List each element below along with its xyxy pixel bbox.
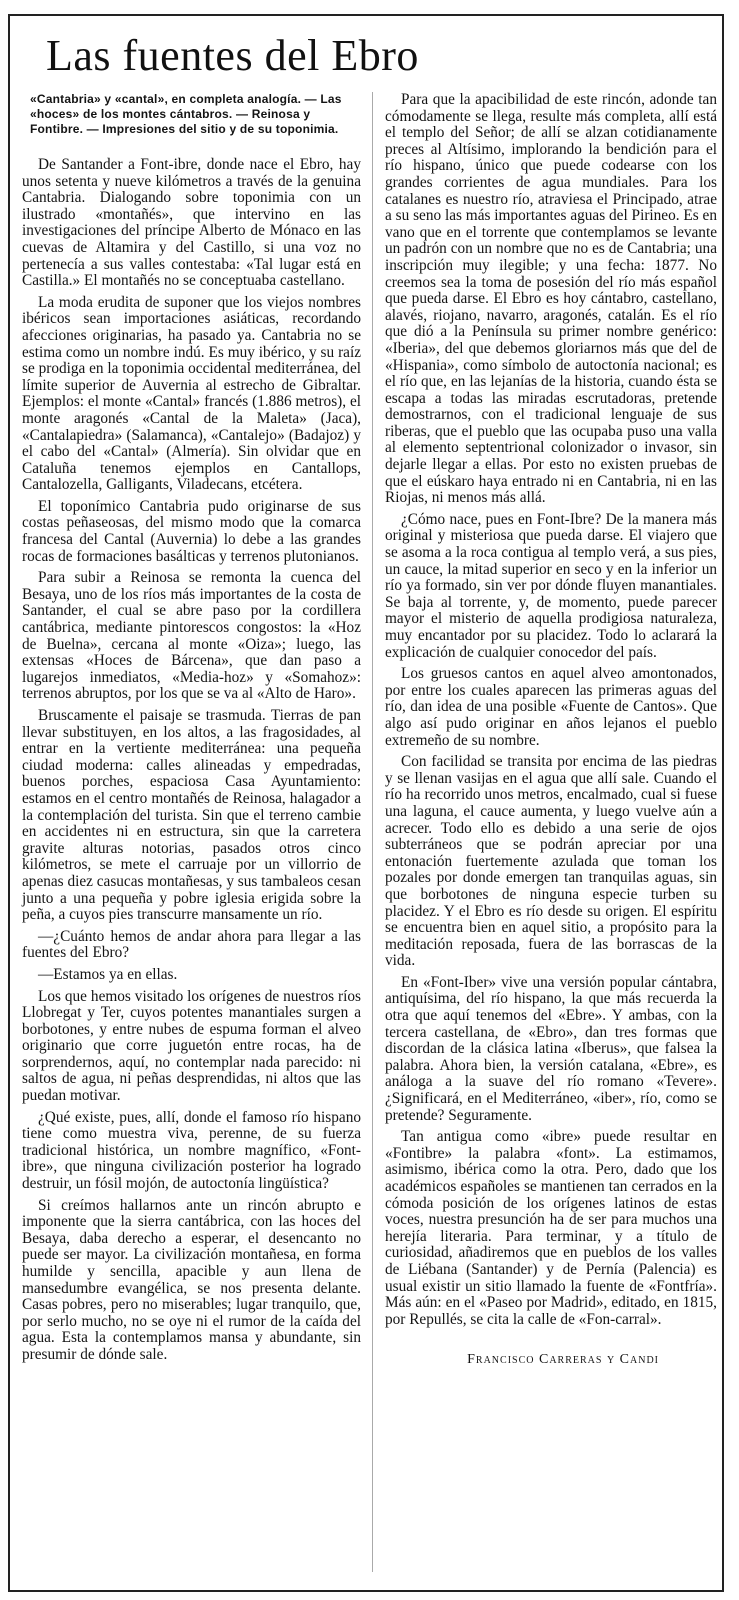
paragraph: ¿Qué existe, pues, allí, donde el famoso río hispano tiene como muestra viva, perenne, de su fuerza tradicional histórica, un nombre magnífico, «Font-ibre», que ninguna civilización posterior ha logrado destruir, un fósil mojón, de autoctonía lingüística?: [22, 1108, 361, 1193]
paragraph: De Santander a Font-ibre, donde nace el Ebro, hay unos setenta y nueve kilómetros a través de la genuina Cantabria. Dialogando sobre toponimia con un ilustrado «montañés», que intervino en las investigaciones del príncipe Alberto de Mónaco en las cuevas de Altamira y del Castillo, si una voz no pertenecía a sus valles contestaba: «Tal lugar está en Castilla.» El montañés no se conceptuaba castellano.: [22, 156, 361, 290]
article-title: Las fuentes del Ebro: [46, 31, 419, 80]
paragraph: En «Font-Iber» vive una versión popular cántabra, antiquísima, del río hispano, la que más recuerda la otra que aquí tenemos del «Ebre». Y ambas, con la tercera castellana, de «Ebro», dan tres formas que discordan de la clásica latina «Iberus», que falsea la palabra. Ahora bien, la versión catalana, «Ebre», es análoga a la suave del río romano «Tevere». ¿Significará, en el Mediterráneo, «iber», río, como se pretende? Seguramente.: [385, 973, 717, 1124]
article-subtitle: «Cantabria» y «cantal», en completa analogía. — Las «hoces» de los montes cántabros. — Reinosa y Fontibre. — Impresiones del sitio y de su toponimia.: [30, 92, 342, 136]
paragraph: ¿Cómo nace, pues en Font-Ibre? De la manera más original y misteriosa que pueda darse. El viajero que se asoma a la roca contigua al templo verá, a sus pies, un cauce, la mitad superior en seco y en la inferior un río ya formado, sin ver por dónde fluyen manantiales. Se baja al torrente, y, de momento, puede parecer mayor el misterio de aquella prodigiosa naturaleza, muy encantador por su placidez. Todo lo aclarará la explicación de cualquier conocedor del país.: [385, 510, 717, 661]
paragraph: Los gruesos cantos en aquel alveo amontonados, por entre los cuales aparecen las primeras aguas del río, dan idea de una posible «Fuente de Cantos». Que algo así pudo originar en años lejanos el pueblo extremeño de su nombre.: [385, 665, 717, 749]
left-column: [22, 92, 361, 1580]
author-signature: Francisco Carreras y Candi: [467, 1352, 659, 1368]
column-divider: [372, 92, 373, 1572]
paragraph: Para subir a Reinosa se remonta la cuenca del Besaya, uno de los ríos más importantes de la costa de Santander, el cual se abre paso por la cordillera cantábrica, mediante pintorescos congostos: la «Hoz de Buelna», cercana al monte «Oiza»; luego, las extensas «Hoces de Bárcena», que dan paso a lugarejos inmediatos, «Media-hoz» y «Somahoz»: terrenos abruptos, por los que se va al «Alto de Haro».: [22, 569, 361, 703]
paragraph: Bruscamente el paisaje se trasmuda. Tierras de pan llevar substituyen, en los altos, a las fragosidades, al entrar en la vertiente mediterránea: una pequeña ciudad moderna: calles alineadas y empedradas, buenos porches, espaciosa Casa Ayuntamiento: estamos en el centro montañés de Reinosa, halagador a la contemplación del turista. Sin que el terreno cambie en accidentes ni en estructura, sin que la carretera gravite alturas notorias, pasados otros cinco kilómetros, se mete el carruaje por un villorrio de apenas diez casucas montañesas, y sus tambaleos cesan junto a una pequeña y pobre iglesia erigida sobre la peña, a cuyos pies transcurre mansamente un río.: [22, 707, 361, 924]
paragraph: —¿Cuánto hemos de andar ahora para llegar a las fuentes del Ebro?: [22, 927, 361, 962]
right-column: [385, 92, 717, 1580]
paragraph: Con facilidad se transita por encima de las piedras y se llenan vasijas en el agua que allí sale. Cuando el río ha recorrido unos metros, encalmado, cual si fuese una laguna, el cauce aumenta, y luego vuelve aún a acrecer. Todo ello es debido a una serie de ojos subterráneos que se podrán apreciar por una entonación fuertemente azulada que toman los pozales por donde emergen tan tranquilas aguas, sin que borbotones de ninguna especie turben su placidez. Y el Ebro es río desde su origen. El espíritu se encuentra bien en aquel sitio, a propósito para la meditación reposada, fuera de las borrascas de la vida.: [385, 753, 717, 970]
paragraph: El toponímico Cantabria pudo originarse de sus costas peñaseosas, del mismo modo que la comarca francesa del Cantal (Auvernia) lo debe a las grandes rocas de formaciones basálticas y terrenos plutonianos.: [22, 497, 361, 565]
paragraph: Los que hemos visitado los orígenes de nuestros ríos Llobregat y Ter, cuyos potentes manantiales surgen a borbotones, y entre nubes de espuma forman el alveo originario que corre juguetón entre rocas, ha de sorprendernos, aquí, no contemplar nada parecido: ni saltos de agua, ni peñas desprendidas, ni altos que las puedan motivar.: [22, 987, 361, 1105]
paragraph: Tan antigua como «ibre» puede resultar en «Fontibre» la palabra «font». La estimamos, asimismo, ibérica como la otra. Pero, dado que los académicos españoles se mantienen tan cerrados en la cómoda posición de los orígenes latinos de estas voces, nuestra presunción ha de ser para muchos una herejía literaria. Para terminar, y a título de curiosidad, añadiremos que en pueblos de los valles de Liébana (Santander) y de Pernía (Palencia) es usual existir un sitio llamado la fuente de «Fontfría». Más aún: en el «Paseo por Madrid», editado, en 1815, por Repullés, se cita la calle de «Fon-carral».: [385, 1128, 717, 1328]
paragraph: La moda erudita de suponer que los viejos nombres ibéricos sean importaciones asiáticas, recordando afecciones originarias, ha pasado ya. Cantabria no se estima como un nombre indú. Es muy ibérico, y su raíz se prodiga en la toponimia occidental mediterránea, del límite superior de Auvernia al estrecho de Gibraltar. Ejemplos: el monte «Cantal» francés (1.886 metros), el monte aragonés «Cantal de la Maleta» (Jaca), «Cantalapiedra» (Salamanca), «Cantalejo» (Badajoz) y el cabo del «Cantal» (Almería). Sin olvidar que en Cataluña tenemos ejemplos en Cantallops, Cantalozella, Galligants, Viladecans, etcétera.: [22, 293, 361, 494]
paragraph: Para que la apacibilidad de este rincón, adonde tan cómodamente se llega, resulte más completa, allí está el templo del Señor; de allí se alzan cotidianamente preces al Altísimo, implorando la bendición para el río hispano, único que puede codearse con los grandes corrientes de agua mundiales. Para los catalanes es nuestro río, atraviesa el Principado, atrae a su seno las más importantes aguas del Pirineo. Es en vano que en el torrente que contemplamos se levante un padrón con un nombre que no es de Cantabria; una inscripción muy ilegible; y una fecha: 1877. No creemos sea la toma de posesión del río más español que pueda darse. El Ebro es hoy cántabro, castellano, alavés, riojano, navarro, aragonés, catalán. Es el río que dió a la Península su primer nombre genérico: «Iberia», del que debemos gloriarnos más que del de «Hispania», como símbolo de autoctonía nacional; es el río que, en las lejanías de la historia, cuando ésta se escapa a todas las miradas escrutadoras, pretende demostrarnos, con el tradicional lenguaje de sus riberas, que el pueblo que las ocupaba puso una valla al elemento septentrional colonizador o invasor, sin dejarle llegar a ellas. Por esto no existen pruebas de que el eúskaro haya entrado ni en Cantabria, ni en las Riojas, ni menos más allá.: [385, 91, 717, 507]
paragraph: Si creímos hallarnos ante un rincón abrupto e imponente que la sierra cantábrica, con las hoces del Besaya, daba derecho a esperar, el desencanto no puede ser mayor. La civilización montañesa, en forma humilde y sencilla, apacible y aun llena de mansedumbre evangélica, se nos presenta delante. Casas pobres, pero no miserables; lugar tranquilo, que, por serlo mucho, no se oye ni el rumor de la caída del agua. Esta la contemplamos mansa y abundante, sin presumir de dónde sale.: [22, 1196, 361, 1363]
paragraph: —Estamos ya en ellas.: [38, 965, 178, 983]
